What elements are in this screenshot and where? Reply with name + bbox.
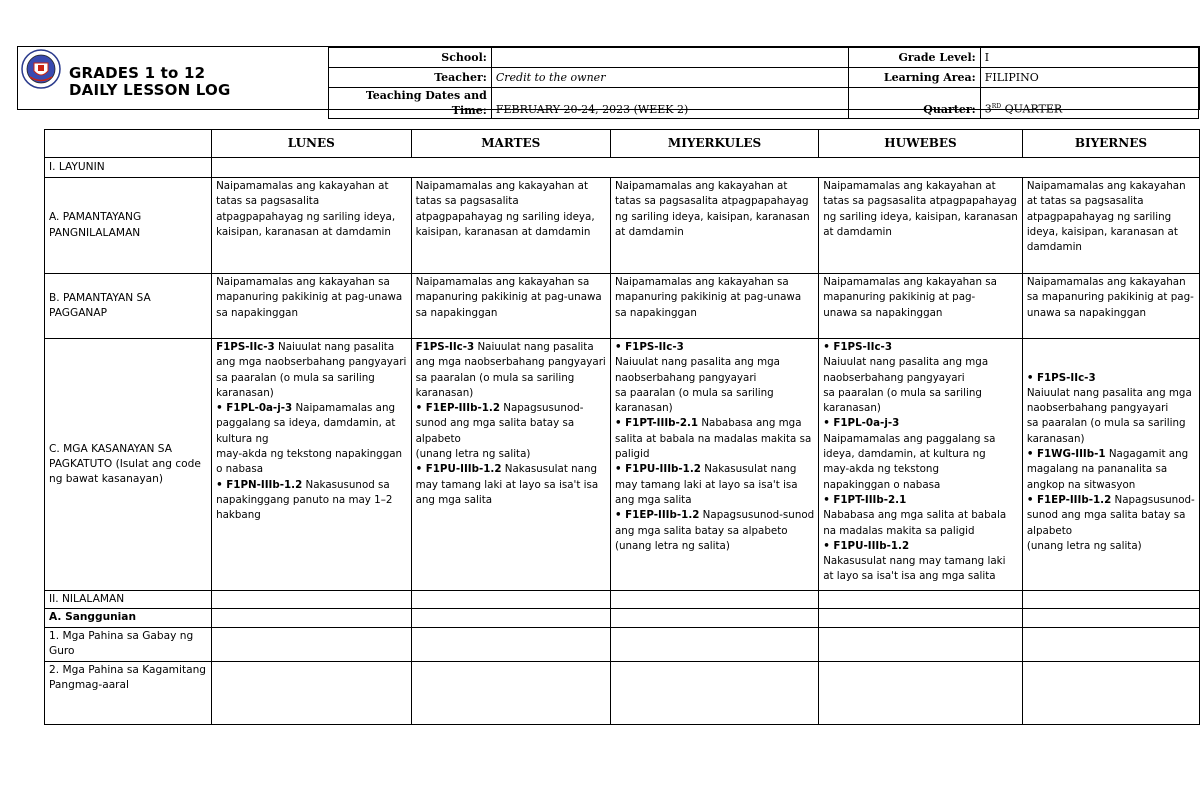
school-info-table xyxy=(328,47,1199,119)
competency-text xyxy=(892,341,895,353)
empty-cell xyxy=(212,661,411,724)
competency-text: karanasan) xyxy=(823,402,881,415)
competency-line xyxy=(216,355,406,370)
day-header-huwebes: HUWEBES xyxy=(819,130,1023,158)
day-header-biyernes: BIYERNES xyxy=(1022,130,1199,158)
text-line: kaisipan, karanasan at damdamin xyxy=(415,225,591,238)
empty-cell xyxy=(212,591,411,609)
text-line: Naipamamalas ang kakayahan xyxy=(1026,180,1186,192)
competency-line xyxy=(416,462,606,477)
competencies-biyernes xyxy=(1022,339,1199,591)
title-line-1: GRADES 1 to 12 xyxy=(69,64,206,82)
competency-line xyxy=(1027,386,1195,401)
competency-text: Napagsusunod- xyxy=(499,402,584,415)
competency-line xyxy=(615,493,814,508)
competency-line xyxy=(416,478,606,493)
competency-code: • F1PN-IIIb-1.2 xyxy=(216,478,303,491)
empty-cell xyxy=(610,661,818,724)
content-standard-martes xyxy=(411,178,610,274)
competency-line xyxy=(1027,416,1195,431)
competency-line xyxy=(823,386,1018,401)
competency-code: • F1PS-IIc-3 xyxy=(1026,371,1096,384)
row-label-sanggunian: A. Sanggunian xyxy=(45,609,212,627)
competency-text xyxy=(684,341,687,353)
competency-line xyxy=(823,569,1018,584)
text-line: sa napakinggan xyxy=(614,306,697,319)
competency-code: • F1PL-0a-j-3 xyxy=(823,417,900,430)
deped-seal-icon xyxy=(21,49,61,89)
grade-level-value: I xyxy=(980,48,1198,68)
label-line: Pangmag-aaral xyxy=(49,678,129,691)
performance-standard-lunes xyxy=(212,274,411,339)
competency-line xyxy=(416,416,606,431)
text-line: Naipamamalas ang kakayahan sa xyxy=(216,276,390,288)
competency-code: • F1PU-IIIb-1.2 xyxy=(415,463,502,476)
competency-line xyxy=(216,401,406,416)
competency-text: (unang letra ng salita) xyxy=(415,448,531,461)
competency-text: Naiuulat nang pasalita xyxy=(474,341,594,353)
text-line: at damdamin xyxy=(614,225,684,238)
text-line: Naipamamalas ang kakayahan xyxy=(1026,276,1186,288)
blank-header-cell xyxy=(45,130,212,158)
competency-text: Nakasusulat nang may tamang laki xyxy=(823,555,1006,568)
competency-text: sa paaralan (o mula sa sariling xyxy=(415,371,575,384)
competency-text: salita at babala na madalas makita sa xyxy=(614,432,812,445)
competency-line xyxy=(1027,508,1195,523)
competency-text: alpabeto xyxy=(415,432,461,445)
text-line: damdamin xyxy=(1026,241,1082,254)
competency-line xyxy=(416,386,606,401)
text-line: tatas sa pagsasalita xyxy=(216,195,320,208)
empty-cell xyxy=(1022,661,1199,724)
empty-cell xyxy=(212,609,411,627)
competency-text: ang mga naobserbahang pangyayari xyxy=(216,356,407,369)
competency-code: • F1PU-IIIb-1.2 xyxy=(614,463,701,476)
performance-standard-huwebes xyxy=(819,274,1023,339)
competency-code: • F1PS-IIc-3 xyxy=(614,341,684,353)
competency-text: sa paaralan (o mula sa sariling xyxy=(614,386,774,399)
competency-text xyxy=(899,417,902,429)
competency-text: Nagagamit ang xyxy=(1105,448,1189,461)
text-line: Naipamamalas ang kakayahan at xyxy=(823,180,996,192)
content-standard-miyerkules xyxy=(610,178,818,274)
label-line: C. MGA KASANAYAN SA xyxy=(49,442,172,455)
competency-line xyxy=(416,371,606,386)
competency-text: karanasan) xyxy=(1026,432,1085,445)
competency-line xyxy=(823,524,1018,539)
empty-cell xyxy=(1022,609,1199,627)
text-line: tatas sa pagsasalita atpagpapahayag xyxy=(614,195,809,208)
empty-cell xyxy=(411,661,610,724)
content-standard-huwebes xyxy=(819,178,1023,274)
competency-text: sa paaralan (o mula sa sariling xyxy=(216,371,375,384)
text-line: sa napakinggan xyxy=(415,306,498,319)
competency-text: may tamang laki at layo sa isa't isa xyxy=(415,478,599,491)
competency-text: sunod ang mga salita batay sa xyxy=(1026,509,1186,522)
teaching-dates-label xyxy=(329,88,492,119)
competency-text: Nakasusunod sa xyxy=(302,478,390,491)
competency-line xyxy=(416,340,606,355)
competency-text: may-akda ng tekstong napakinggan xyxy=(216,448,403,461)
teaching-dates-value: FEBRUARY 20-24, 2023 (WEEK 2) xyxy=(491,88,848,119)
label-line: ng bawat kasanayan) xyxy=(49,473,163,486)
competency-text xyxy=(1096,372,1099,384)
empty-cell xyxy=(819,661,1023,724)
competency-line xyxy=(416,447,606,462)
text-line: Naipamamalas ang kakayahan sa xyxy=(614,276,789,288)
competency-code: • F1PT-IIIb-2.1 xyxy=(614,417,699,430)
text-line: tatas sa pagsasalita atpagpapahayag xyxy=(823,195,1017,208)
competency-line xyxy=(823,493,1018,508)
competency-text: napakinggang panuto na may 1–2 xyxy=(216,493,393,506)
competency-line xyxy=(823,355,1018,370)
competency-text: at layo sa isa't isa ang mga salita xyxy=(823,570,996,583)
empty-cell xyxy=(212,627,411,661)
learning-area-label: Learning Area: xyxy=(848,68,980,88)
competency-text xyxy=(1027,356,1030,368)
quarter-value xyxy=(980,88,1198,119)
label-line: 2. Mga Pahina sa Kagamitang xyxy=(49,663,207,676)
competency-text: Nababasa ang mga xyxy=(698,417,802,430)
text-line: kaisipan, karanasan at damdamin xyxy=(216,225,391,238)
text-line: sa mapanuring pakikinig at pag- xyxy=(1026,291,1194,304)
competency-text: karanasan) xyxy=(216,386,274,399)
competencies-lunes xyxy=(212,339,411,591)
text-line: tatas sa pagsasalita xyxy=(415,195,519,208)
row-label-pamantayan-pagganap xyxy=(45,274,212,339)
competency-line xyxy=(216,386,406,401)
competency-line xyxy=(615,524,814,539)
content-standard-lunes xyxy=(212,178,411,274)
text-line: mapanuring pakikinig at pag- xyxy=(823,291,976,304)
row-label-layunin: I. LAYUNIN xyxy=(45,158,212,178)
competency-line xyxy=(216,371,406,386)
competency-text: naobserbahang pangyayari xyxy=(823,371,965,384)
empty-cell xyxy=(610,627,818,661)
competency-line xyxy=(1027,462,1195,477)
competency-text: hakbang xyxy=(216,509,261,522)
competency-text: napakinggan o nabasa xyxy=(823,478,941,491)
empty-cell xyxy=(610,609,818,627)
empty-cell xyxy=(819,591,1023,609)
competency-line xyxy=(216,493,406,508)
competency-line xyxy=(615,539,814,554)
competency-line xyxy=(416,493,606,508)
competency-line xyxy=(823,462,1018,477)
competency-line xyxy=(1027,478,1195,493)
competency-line xyxy=(216,462,406,477)
label-part: (Isulat ang code xyxy=(112,457,201,470)
competency-line xyxy=(823,478,1018,493)
competency-line xyxy=(823,539,1018,554)
competency-code: F1PS-IIc-3 xyxy=(216,341,275,353)
competency-line xyxy=(823,371,1018,386)
row-label-pamantayang-pangnilalaman xyxy=(45,178,212,274)
competency-text: naobserbahang pangyayari xyxy=(1026,402,1169,415)
empty-cell xyxy=(610,591,818,609)
competency-text: Naiuulat nang pasalita ang mga xyxy=(823,356,989,369)
competency-text: ang mga salita batay sa alpabeto xyxy=(614,524,788,537)
competency-text xyxy=(909,540,912,552)
header-block xyxy=(17,46,1200,117)
competency-text: ideya, damdamin, at kultura ng xyxy=(823,448,986,461)
teacher-label: Teacher: xyxy=(329,68,492,88)
teacher-value: Credit to the owner xyxy=(491,68,848,88)
competency-line xyxy=(823,447,1018,462)
layunin-empty-cell xyxy=(212,158,1200,178)
competency-code: • F1PU-IIIb-1.2 xyxy=(823,539,910,552)
text-line: Naipamamalas ang kakayahan at xyxy=(614,180,788,192)
label-line: B. PAMANTAYAN SA xyxy=(49,291,151,304)
competency-line xyxy=(615,416,814,431)
lesson-log-table xyxy=(44,129,1200,725)
competency-code: • F1PS-IIc-3 xyxy=(823,341,892,353)
text-line: ideya, kaisipan, karanasan at xyxy=(1026,225,1178,238)
empty-cell xyxy=(411,627,610,661)
competency-text: Nakasusulat nang xyxy=(700,463,797,476)
row-label-gabay-guro xyxy=(45,627,212,661)
text-line: unawa sa napakinggan xyxy=(1026,306,1147,319)
competency-text: ang mga naobserbahang pangyayari xyxy=(415,356,606,369)
text-line: Naipamamalas ang kakayahan at xyxy=(415,180,588,192)
competency-line xyxy=(1027,371,1195,386)
competency-text: Naiuulat nang pasalita ang mga xyxy=(1026,386,1192,399)
competency-text: Nababasa ang mga salita at babala xyxy=(823,509,1007,522)
competency-code: • F1WG-IIIb-1 xyxy=(1026,448,1106,461)
empty-cell xyxy=(819,609,1023,627)
teaching-dates-label-line1: Teaching Dates and xyxy=(365,89,487,102)
competency-text: Naipamamalas ang paggalang sa xyxy=(823,432,996,445)
competency-line xyxy=(216,478,406,493)
label-line xyxy=(49,457,207,472)
competency-code: F1PS-IIc-3 xyxy=(415,341,475,353)
quarter-label: Quarter: xyxy=(848,88,980,119)
text-line: at damdamin xyxy=(823,225,892,238)
competency-text: Naiuulat nang pasalita ang mga xyxy=(614,356,780,369)
competency-code: • F1PL-0a-j-3 xyxy=(216,402,293,415)
competency-text: ang mga salita xyxy=(415,493,493,506)
empty-cell xyxy=(1022,591,1199,609)
competency-line xyxy=(823,401,1018,416)
competencies-huwebes xyxy=(819,339,1023,591)
competency-line xyxy=(615,371,814,386)
competency-text: sunod ang mga salita batay sa xyxy=(415,417,575,430)
competency-code: • F1EP-IIIb-1.2 xyxy=(614,509,700,522)
text-line: mapanuring pakikinig at pag-unawa xyxy=(216,291,403,304)
day-header-lunes: LUNES xyxy=(212,130,411,158)
competency-line xyxy=(1027,355,1195,370)
competency-line xyxy=(1027,493,1195,508)
competency-text: alpabeto xyxy=(1026,524,1073,537)
text-line: ng sariling ideya, kaisipan, karanasan xyxy=(823,210,1018,223)
performance-standard-miyerkules xyxy=(610,274,818,339)
competency-code: • F1EP-IIIb-1.2 xyxy=(415,402,500,415)
competency-text: paligid xyxy=(614,448,650,461)
competency-line xyxy=(416,355,606,370)
teaching-dates-label-line2: Time: xyxy=(451,104,487,117)
competency-text: Naipamamalas ang xyxy=(292,402,396,415)
competency-line xyxy=(823,340,1018,355)
competencies-miyerkules xyxy=(610,339,818,591)
competency-text: Naiuulat nang pasalita xyxy=(274,341,395,353)
learning-area-value: FILIPINO xyxy=(980,68,1198,88)
competency-text xyxy=(1027,341,1030,353)
competency-text: na madalas makita sa paligid xyxy=(823,524,975,537)
competency-text: ang mga salita xyxy=(614,493,692,506)
competency-text: karanasan) xyxy=(614,402,673,415)
row-label-nilalaman: II. NILALAMAN xyxy=(45,591,212,609)
competency-line xyxy=(416,401,606,416)
quarter-superscript: RD xyxy=(991,103,1002,111)
competency-text: may tamang laki at layo sa isa't isa xyxy=(614,478,798,491)
competency-line xyxy=(416,432,606,447)
performance-standard-biyernes xyxy=(1022,274,1199,339)
day-header-martes: MARTES xyxy=(411,130,610,158)
label-line: 1. Mga Pahina sa Gabay ng xyxy=(49,629,194,642)
day-header-miyerkules: MIYERKULES xyxy=(610,130,818,158)
grade-level-label: Grade Level: xyxy=(848,48,980,68)
label-line: PANGNILALAMAN xyxy=(49,226,141,239)
competency-line xyxy=(615,355,814,370)
competency-text: Nakasusulat nang xyxy=(501,463,598,476)
competency-text: sa paaralan (o mula sa sariling xyxy=(823,386,982,399)
title-line-2: DAILY LESSON LOG xyxy=(69,81,231,99)
competency-line xyxy=(615,478,814,493)
text-line: unawa sa napakinggan xyxy=(823,306,943,319)
competency-text: angkop na sitwasyon xyxy=(1026,478,1136,491)
text-line: mapanuring pakikinig at pag-unawa xyxy=(415,291,602,304)
competency-text: Napagsusunod-sunod xyxy=(699,509,815,522)
label-line: A. PAMANTAYANG xyxy=(49,211,142,224)
text-line: Naipamamalas ang kakayahan at xyxy=(216,180,389,192)
quarter-number: 3 xyxy=(984,103,992,116)
text-line: ng sariling ideya, kaisipan, karanasan xyxy=(614,210,810,223)
competency-line xyxy=(615,447,814,462)
label-line: Guro xyxy=(49,644,75,657)
competency-line xyxy=(216,416,406,431)
school-label: School: xyxy=(329,48,492,68)
competency-line xyxy=(1027,340,1195,355)
competency-line xyxy=(823,432,1018,447)
text-line: atpagpapahayag ng sariling xyxy=(1026,210,1172,223)
performance-standard-martes xyxy=(411,274,610,339)
competency-line xyxy=(1027,447,1195,462)
document-title xyxy=(69,65,231,99)
competency-text xyxy=(906,494,909,506)
competency-line xyxy=(216,432,406,447)
empty-cell xyxy=(819,627,1023,661)
competency-code: • F1EP-IIIb-1.2 xyxy=(1026,493,1112,506)
competency-line xyxy=(823,508,1018,523)
text-line: Naipamamalas ang kakayahan sa xyxy=(823,276,997,288)
label-line: PAGGANAP xyxy=(49,307,107,319)
competency-line xyxy=(823,416,1018,431)
competency-text: naobserbahang pangyayari xyxy=(614,371,757,384)
text-line: atpagpapahayag ng sariling ideya, xyxy=(216,210,396,223)
text-line: Naipamamalas ang kakayahan sa xyxy=(415,276,590,288)
competency-text: (unang letra ng salita) xyxy=(1026,539,1142,552)
competency-line xyxy=(615,462,814,477)
competencies-martes xyxy=(411,339,610,591)
empty-cell xyxy=(1022,627,1199,661)
competency-line xyxy=(615,386,814,401)
competency-text: may-akda ng tekstong xyxy=(823,463,939,476)
competency-line xyxy=(615,432,814,447)
competency-line xyxy=(823,554,1018,569)
quarter-word: QUARTER xyxy=(1004,103,1063,116)
empty-cell xyxy=(411,591,610,609)
competency-line xyxy=(1027,401,1195,416)
competency-text: paggalang sa ideya, damdamin, at xyxy=(216,417,396,430)
row-label-kasanayan xyxy=(45,339,212,591)
text-line: mapanuring pakikinig at pag-unawa xyxy=(614,291,802,304)
competency-line xyxy=(615,401,814,416)
row-label-kagamitang-pangmag-aaral xyxy=(45,661,212,724)
competency-text: Napagsusunod- xyxy=(1111,493,1195,506)
text-line: sa napakinggan xyxy=(216,306,298,319)
competency-line xyxy=(1027,432,1195,447)
competency-line xyxy=(1027,524,1195,539)
content-standard-biyernes xyxy=(1022,178,1199,274)
competency-text: karanasan) xyxy=(415,386,474,399)
competency-text: magalang na pananalita sa xyxy=(1026,463,1168,476)
competency-line xyxy=(216,447,406,462)
competency-line xyxy=(615,340,814,355)
empty-cell xyxy=(411,609,610,627)
school-value xyxy=(491,48,848,68)
competency-text: o nabasa xyxy=(216,463,264,476)
competency-line xyxy=(216,508,406,523)
competency-text: (unang letra ng salita) xyxy=(614,539,730,552)
text-line: atpagpapahayag ng sariling ideya, xyxy=(415,210,595,223)
competency-line xyxy=(1027,539,1195,554)
competency-line xyxy=(216,340,406,355)
label-part: PAGKATUTO xyxy=(49,457,113,470)
competency-code: • F1PT-IIIb-2.1 xyxy=(823,493,907,506)
competency-text: kultura ng xyxy=(216,432,269,445)
competency-text: sa paaralan (o mula sa sariling xyxy=(1026,417,1186,430)
competency-line xyxy=(615,508,814,523)
text-line: at tatas sa pagsasalita xyxy=(1026,195,1144,208)
